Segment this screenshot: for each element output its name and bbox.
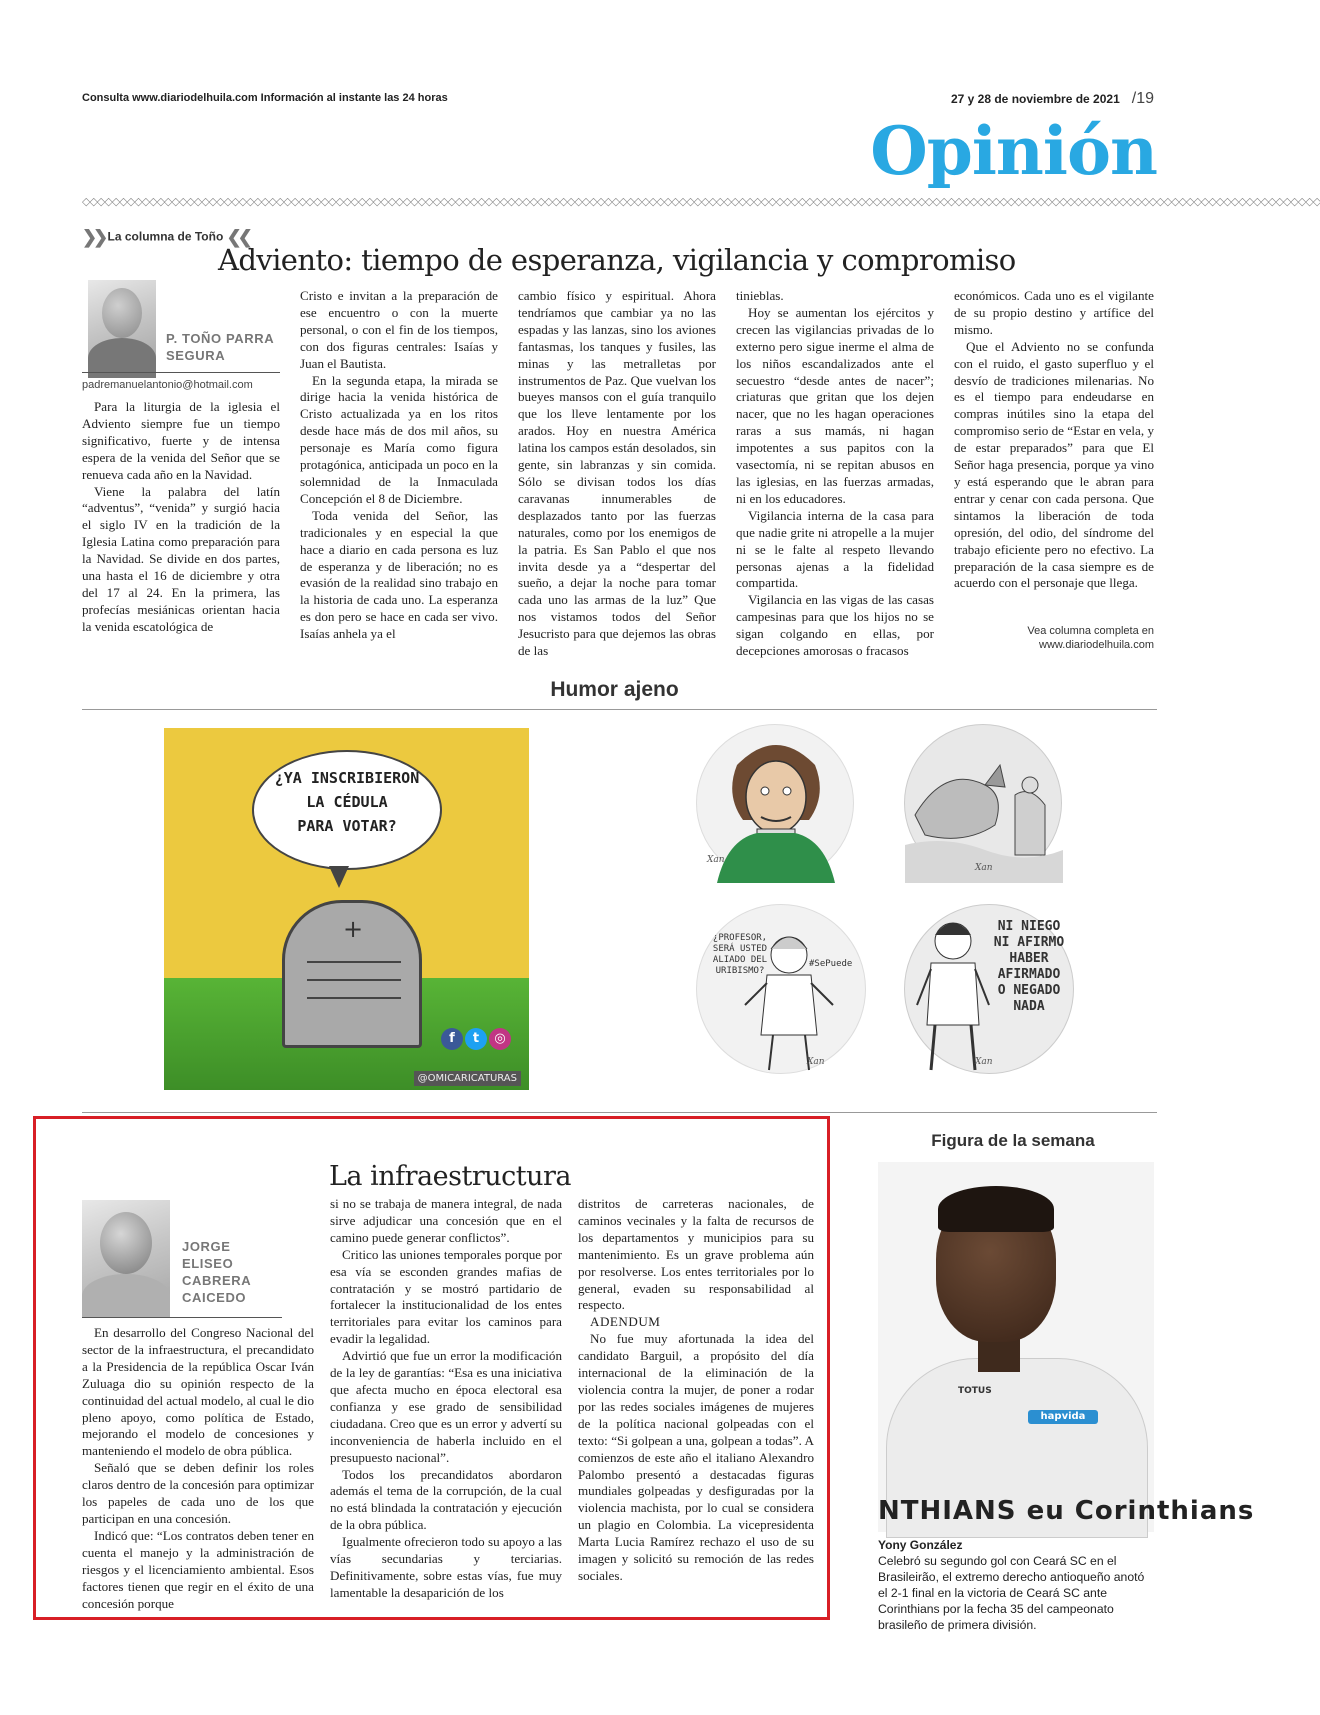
humor-section-title: Humor ajeno: [550, 678, 679, 701]
paragraph: En desarrollo del Congreso Nacional del sector de la infraestructura, el precandidato a la Presidencia de la república Oscar Iván Zuluaga dio su opinión respecto de la continuidad del actual modelo, al cual le dio pleno apoyo, como política de Estado, mejorando el modelo de concesiones y manteniendo el modelo de obra pública.: [82, 1325, 314, 1459]
text-line: O NEGADO: [997, 983, 1061, 998]
cartoonist-signature: Xan: [707, 855, 725, 865]
caption-name: Yony González: [878, 1538, 963, 1552]
article-column: [82, 1325, 314, 1610]
paragraph: Critico las uniones temporales porque por esa vía se esconden grandes mafias de contratación y se mostró partidario de fortalecer la institucionalidad de los entes territoriales para evitar los caminos para evadir la legalidad.: [330, 1246, 562, 1347]
bubble-line: ¿YA INSCRIBIERON: [274, 769, 420, 787]
header-topline: Consulta www.diariodelhuila.com Información al instante las 24 horas: [82, 92, 448, 104]
cartoonist-signature: Xan: [807, 1057, 825, 1067]
author-email: padremanuelantonio@hotmail.com: [82, 379, 253, 391]
chevrons-right-icon: ❯❯: [82, 227, 105, 247]
bubble-line: LA CÉDULA: [306, 793, 388, 811]
author-name-line: JORGE: [182, 1239, 231, 1254]
paragraph: económicos. Cada uno es el vigilante de su propio destino y artífice del mismo.: [954, 288, 1154, 337]
article-column: [82, 399, 280, 661]
paragraph: Señaló que se deben definir los roles claros dentro de la concesión para optimizar los papeles de cada uno de los que participan en una concesión.: [82, 1460, 314, 1526]
author-rule: [82, 372, 280, 373]
speech-bubble-tail: [329, 866, 349, 888]
professor-drawing: [697, 905, 867, 1075]
section-divider: [82, 1112, 1157, 1113]
cartoon-question: [705, 933, 775, 977]
paragraph: Toda venida del Señor, las tradicionales y en especial la que hace a diario en cada persona es luz de esperanza y de liberación; no es evasión de la realidad sino trabajo en la historia de cada uno. La esperanza es don pero se hace en cada ser vivo. Isaías anhela ya el: [300, 507, 498, 642]
text-line: NI AFIRMO: [993, 935, 1065, 950]
question-line: SERÁ USTED: [712, 944, 768, 954]
chevrons-left-icon: ❮❮: [226, 227, 249, 247]
article-headline: La infraestructura: [329, 1161, 571, 1192]
sponsor-logo: hapvida: [1028, 1410, 1098, 1424]
paragraph: Cristo e invitan a la preparación de ese encuentro o con la muerte personal, o con el fin de los tiempos, con dos figuras centrales: Isaías y Juan el Bautista.: [300, 288, 498, 371]
article-headline: Adviento: tiempo de esperanza, vigilancia y compromiso: [218, 243, 1016, 277]
article-column: [736, 288, 934, 661]
text-line: HABER: [1009, 951, 1049, 966]
diamond-divider: ◇◇◇◇◇◇◇◇◇◇◇◇◇◇◇◇◇◇◇◇◇◇◇◇◇◇◇◇◇◇◇◇◇◇◇◇◇◇◇◇◇◇◇◇◇◇◇◇◇◇◇◇◇◇◇◇◇◇◇◇◇◇◇◇◇◇◇◇◇◇◇◇◇◇◇◇◇◇◇◇◇◇◇◇◇◇◇◇◇◇◇◇◇◇◇◇◇◇◇◇◇◇◇◇◇◇◇◇◇◇◇◇◇◇◇◇◇◇◇◇◇◇◇◇◇◇◇◇◇◇◇◇◇◇◇◇◇◇◇◇◇◇◇◇◇◇◇◇◇◇◇◇◇◇◇◇◇◇◇◇◇◇◇◇◇◇: [82, 195, 1320, 208]
bubble-line: PARA VOTAR?: [297, 817, 397, 835]
paragraph: Advirtió que fue un error la modificación de la ley de garantías: “Esa es una iniciativa que afecta mucho en época electoral esa confianza y ese grado de sensibilidad ciudadana. Creo que es un error y advertí su inconveniencia de haberla incluido en el presupuesto nacional”.: [330, 1348, 562, 1465]
author-name-line: SEGURA: [166, 348, 226, 363]
brand-logo: TOTUS: [958, 1386, 992, 1396]
page-number: /19: [1131, 90, 1154, 107]
author-photo: [82, 1200, 170, 1312]
section-divider: [82, 709, 1157, 710]
jersey-text: NTHIANS eu Corinthians: [878, 1496, 1255, 1526]
more-link[interactable]: [1027, 624, 1154, 652]
paragraph: Para la liturgia de la iglesia el Adviento siempre fue un tiempo significativo, fuerte y de intensa espera de la venida del Señor que se renueva cada año en la Navidad.: [82, 399, 280, 482]
section-title: Opinión: [870, 112, 1157, 190]
cartoon-tombstone: [164, 728, 529, 1090]
whale-drawing: [905, 725, 1063, 883]
cartoon-ni-niego: [904, 904, 1074, 1074]
text-line: AFIRMADO: [997, 967, 1061, 982]
date-text: 27 y 28 de noviembre de 2021: [950, 92, 1120, 106]
article-column: [518, 288, 716, 661]
cartoon-text: [989, 919, 1069, 1015]
paragraph: distritos de carreteras nacionales, de caminos vecinales y la falta de recursos de los departamentos y municipios para su mantenimiento. Es un grave problema aún por resolverse. Los entes territoriales por lo general, evaden su responsabilidad al respecto.: [578, 1196, 814, 1313]
cartoon-hashtag: #SePuede: [809, 959, 853, 969]
more-url[interactable]: www.diariodelhuila.com: [1039, 639, 1154, 651]
cartoonist-signature: Xan: [975, 1057, 993, 1067]
author-photo: [88, 280, 156, 368]
social-icons: [439, 1028, 511, 1050]
paragraph: tinieblas.: [736, 288, 784, 303]
tombstone: [282, 900, 422, 1048]
author-name: [166, 330, 274, 364]
article-column: [330, 1196, 562, 1610]
photo-caption: Celebró su segundo gol con Ceará SC en el Brasileirão, el extremo derecho antioqueño anotó el 2-1 final en la victoria de Ceará SC ante Corinthians por la fecha 35 del campeonato brasileño de primera división.: [878, 1554, 1145, 1632]
kicker-text: La columna de Toño: [107, 229, 224, 244]
question-line: ALIADO DEL: [712, 955, 768, 965]
paragraph: No fue muy afortunada la idea del candidato Barguil, a propósito del día internacional de la eliminación de la violencia contra la mujer, de poner a rodar por las redes sociales imágenes de mujeres de la política nacional golpeadas con el texto: “Si golpean a una, golpean a todas”. A comienzos de este año el italiano Alexandro Palombo presentó a destacadas figuras mundiales golpeadas y desfiguradas por la violencia machista, por lo cual se considera un plagio en Colombia. La vicepresidenta Marta Lucia Ramírez rechazo el uso de su imagen y solicitó su remoción de las redes sociales.: [578, 1331, 814, 1583]
more-label: Vea columna completa en: [1027, 625, 1154, 637]
question-line: URIBISMO?: [715, 966, 765, 976]
facebook-icon: f: [441, 1028, 463, 1050]
figure-of-week-title: Figura de la semana: [931, 1131, 1095, 1150]
paragraph: Hoy se aumentan los ejércitos y crecen las vigilancias privadas de lo externo pero sigue inerme el alma de los niños escandalizados ante el secuestro “desde antes de nacer”; criaturas que gritan que los dejen nacer, que no les hagan operaciones raras a sus mamás, ni hagan impotentes a sus papitos con la vasectomía, ni se repitan abusos en las iglesias, en las fuerzas armadas, ni en los educadores.: [736, 304, 934, 506]
paragraph: Igualmente ofrecieron todo su apoyo a las vías secundarias y terciarias. Definitivamente, sobre estas vías, fue muy lamentable la desaparición de los: [330, 1534, 562, 1600]
cartoon-portrait: [696, 724, 854, 882]
text-line: NADA: [1013, 999, 1045, 1014]
author-name: [182, 1238, 251, 1306]
article-column: [578, 1196, 814, 1610]
author-name-line: CAICEDO: [182, 1290, 247, 1305]
paragraph: Vigilancia en las vigas de las casas campesinas para que los hijos no se sigan colgando en ellas, por decepciones amorosas o fracasos: [736, 592, 934, 659]
author-rule: [82, 1317, 282, 1318]
author-name-line: P. TOÑO PARRA: [166, 331, 275, 346]
cartoonist-signature: Xan: [975, 863, 993, 873]
paragraph: Que el Adviento no se confunda con el ruido, el gasto superfluo y el desvío de tradiciones milenarias. No es el tiempo para endeudarse en compras inútiles sino la etapa del compromiso serio de “Estar en vela, y de estar preparados” para que El Señor haga presencia, porque ya vino y está esperando que le abran para entrar y cenar con cada persona. Que sintamos la liberación de toda opresión, del odio, del síndrome del trabajo eficiente pero no efectivo. La preparación de la casa siempre es de acuerdo con el personaje que llega.: [954, 338, 1154, 591]
cross-icon: +: [343, 915, 364, 943]
question-line: ¿PROFESOR,: [712, 933, 768, 943]
cartoonist-handle: @OMICARICATURAS: [414, 1071, 521, 1086]
paragraph: si no se trabaja de manera integral, de nada sirve adjudicar una concesión que en el camino puede generar conflictos”.: [330, 1196, 562, 1245]
paragraph: cambio físico y espiritual. Ahora tendríamos que cambiar ya no las espadas y las lanzas, sino los aviones fantasmas, los tanques y fusiles, las minas y las metralletas por instrumentos de Paz. Que vuelvan los bueyes mansos con el guía tranquilo que los lleve lentamente por los arados. Hoy en nuestra América latina los campos están desolados, sin gente, sin labranzas y sin comida. Sólo se divisan todos los días caravanas innumerables de desplazados tanto por las fuerzas naturales, como por los enemigos de la patria. Es San Pablo el que nos invita desde ya a “despertar del sueño, a dejar la noche para tomar cada uno las armas de la luz” Que nos vistamos todos del Señor Jesucristo para que dejemos las obras de las: [518, 288, 716, 659]
author-name-line: ELISEO: [182, 1256, 234, 1271]
article-column: [954, 288, 1154, 624]
instagram-icon: ◎: [489, 1028, 511, 1050]
issue-date: [951, 90, 1154, 108]
cartoon-professor: [696, 904, 866, 1074]
text-line: NI NIEGO: [997, 919, 1061, 934]
article-column: [300, 288, 498, 661]
paragraph: Indicó que: “Los contratos deben tener en cuenta el manejo y la administración de riesgos y el licenciamiento ambiental. Esos factores tienen que regir en el éxito de una concesión porque: [82, 1527, 314, 1611]
author-name-line: CABRERA: [182, 1273, 252, 1288]
bubble-text: [259, 766, 435, 838]
cartoon-whale: [904, 724, 1062, 882]
twitter-icon: t: [465, 1028, 487, 1050]
paragraph: En la segunda etapa, la mirada se dirige hacia la venida histórica de Cristo actualizada ya en los ritos desde hace más de dos mil años, su personaje es María como figura protagónica, anticipada un poco en la solemnidad de la Inmaculada Concepción el 8 de Diciembre.: [300, 372, 498, 506]
paragraph: Viene la palabra del latín “adventus”, “venida” y surgió hacia el siglo IV en la tradición de la Iglesia Latina como preparación para la Navidad. Se divide en dos partes, una hasta el 16 de diciembre y otra del 17 al 24. En la primera, las profecías mesiánicas orientan hacia la venida escatológica de: [82, 483, 280, 634]
player-photo: [878, 1162, 1255, 1532]
paragraph: Vigilancia interna de la casa para que nadie grite ni atropelle a la mujer ni se le falte al respeto llevando personas ajenas a la fidelidad compartida.: [736, 507, 934, 591]
adendum-heading: ADENDUM: [590, 1314, 661, 1330]
paragraph: Todos los precandidatos abordaron además el tema de la corrupción, de la cual no está blindada la contratación y ejecución de la obra pública.: [330, 1466, 562, 1533]
